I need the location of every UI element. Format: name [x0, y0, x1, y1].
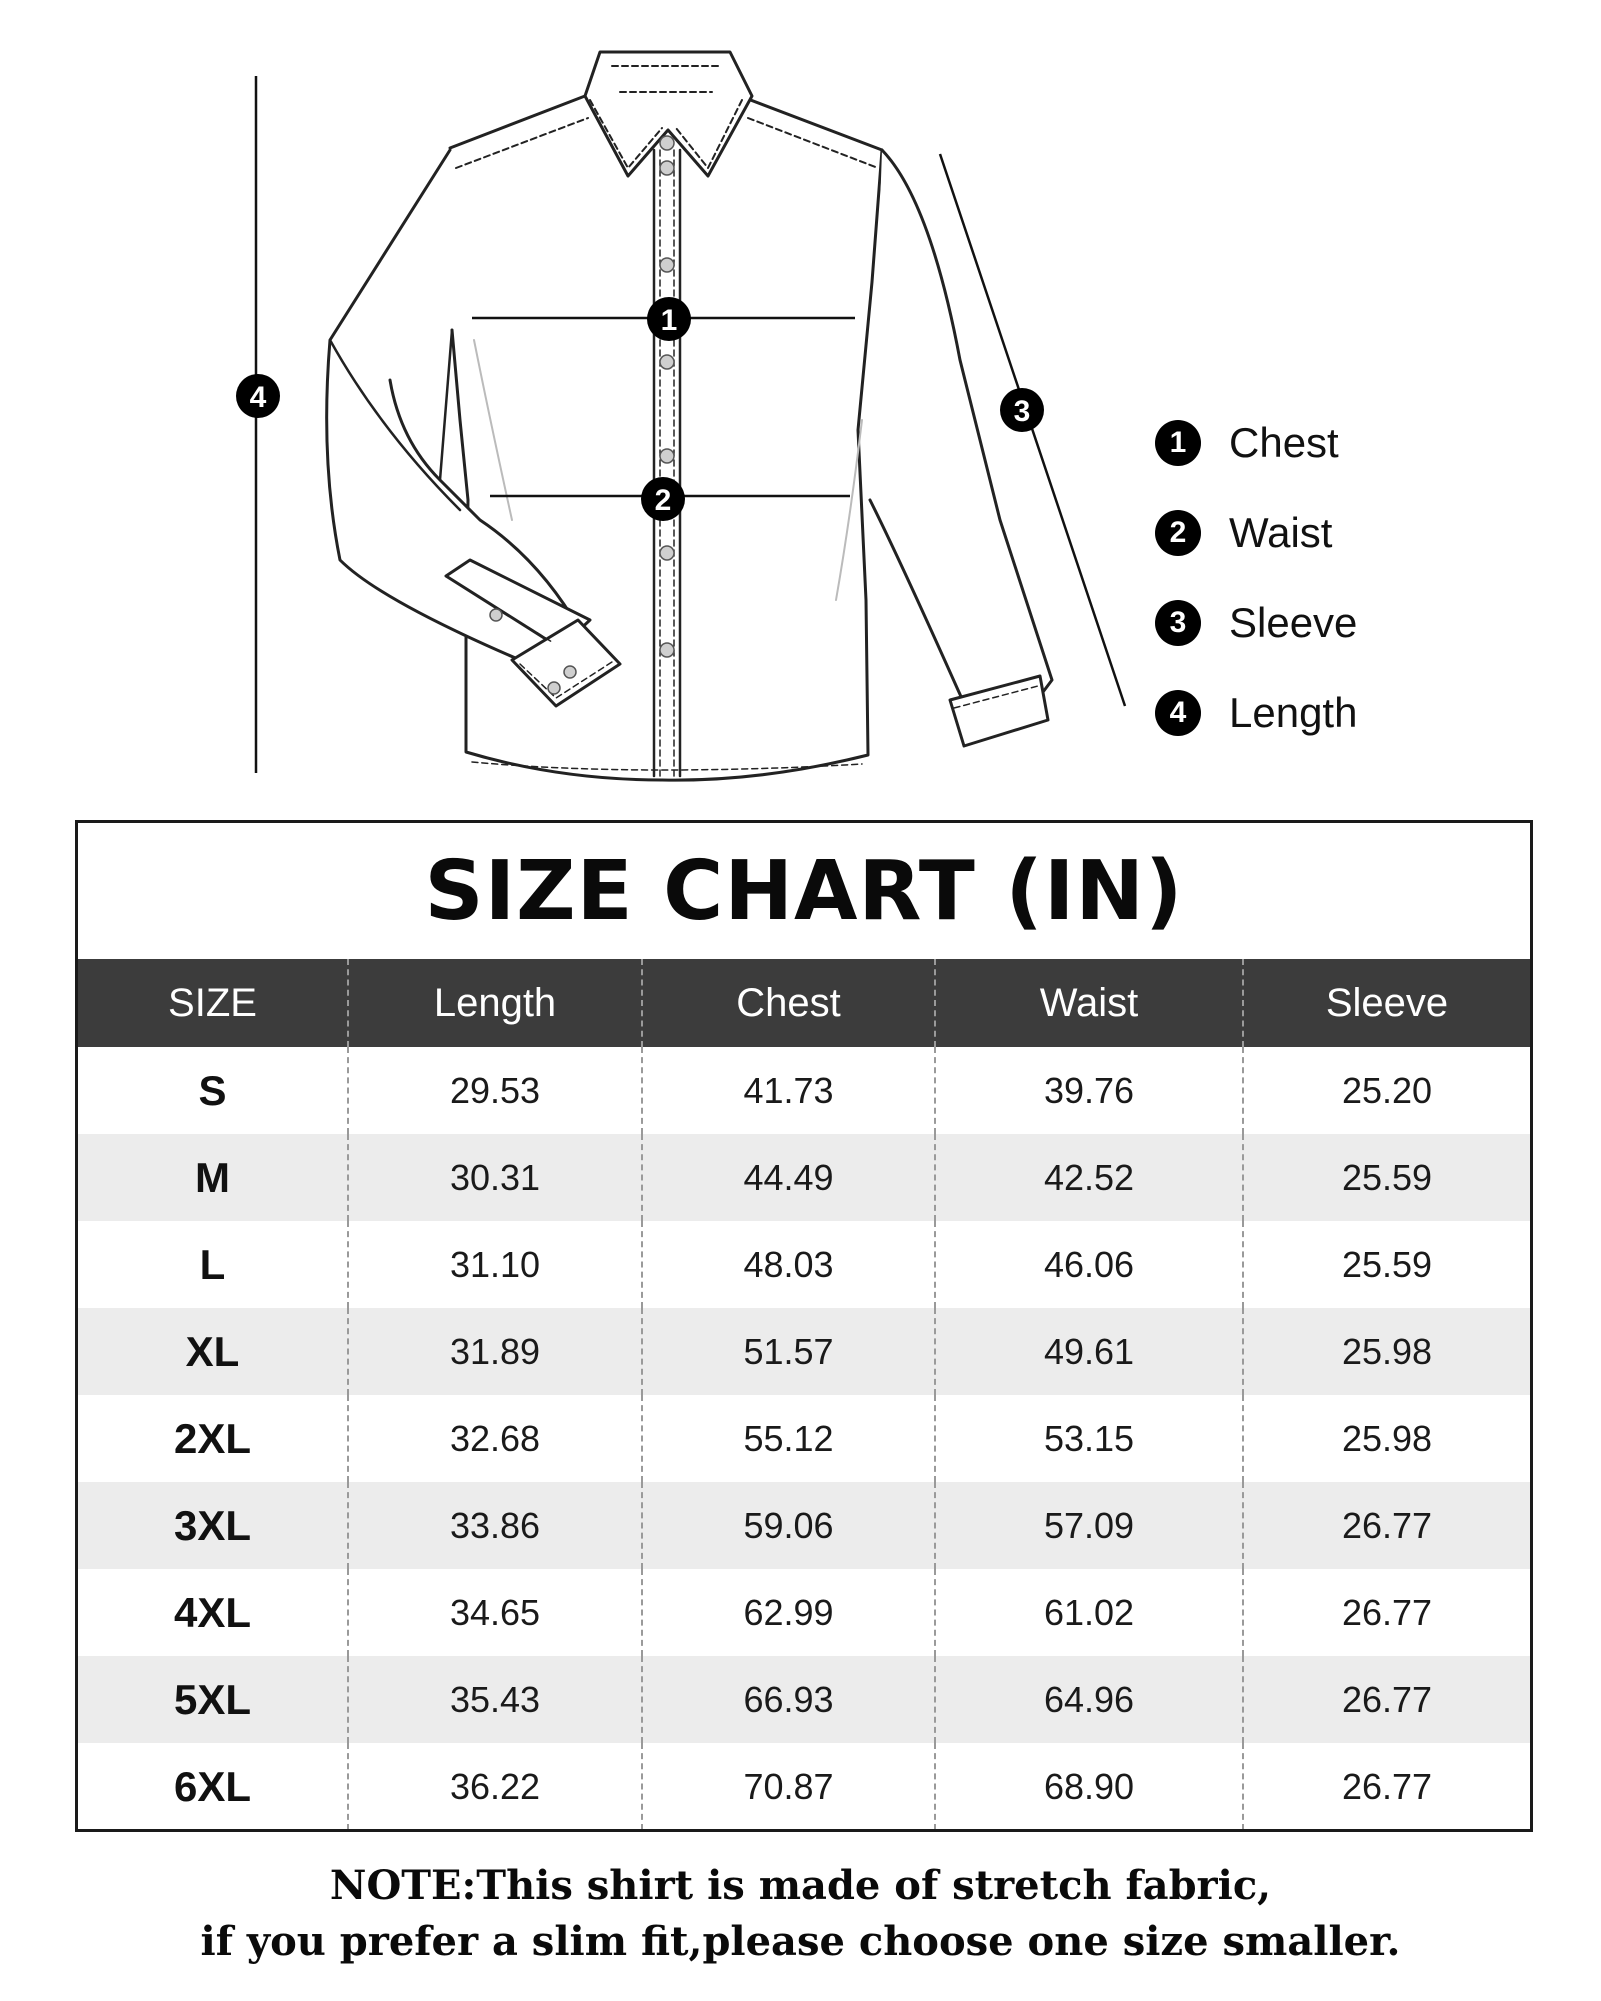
waist-cell: 49.61 — [935, 1308, 1243, 1395]
legend-item-sleeve — [1155, 578, 1455, 668]
chest-cell: 59.06 — [642, 1482, 935, 1569]
table-row — [78, 1221, 1530, 1308]
legend-label: Length — [1229, 689, 1358, 736]
number-badge-icon: 4 — [1155, 690, 1201, 736]
length-cell: 36.22 — [348, 1743, 642, 1830]
svg-text:1: 1 — [660, 304, 678, 337]
table-row — [78, 1569, 1530, 1656]
waist-cell: 53.15 — [935, 1395, 1243, 1482]
size-cell: 3XL — [78, 1482, 348, 1569]
table-row — [78, 1656, 1530, 1743]
svg-text:3: 3 — [1013, 395, 1031, 428]
table-row — [78, 1134, 1530, 1221]
column-header-waist: Waist — [935, 959, 1243, 1047]
sleeve-cell: 26.77 — [1243, 1656, 1530, 1743]
marker-sleeve-icon — [1000, 388, 1044, 432]
sleeve-cell: 25.59 — [1243, 1134, 1530, 1221]
length-cell: 31.89 — [348, 1308, 642, 1395]
column-header-size: SIZE — [78, 959, 348, 1047]
waist-cell: 61.02 — [935, 1569, 1243, 1656]
svg-text:2: 2 — [654, 484, 672, 517]
legend-item-length — [1155, 668, 1455, 758]
waist-cell: 64.96 — [935, 1656, 1243, 1743]
waist-cell: 42.52 — [935, 1134, 1243, 1221]
table-row — [78, 1047, 1530, 1134]
length-cell: 35.43 — [348, 1656, 642, 1743]
chest-cell: 55.12 — [642, 1395, 935, 1482]
length-cell: 34.65 — [348, 1569, 642, 1656]
chest-cell: 44.49 — [642, 1134, 935, 1221]
column-header-sleeve: Sleeve — [1243, 959, 1530, 1047]
note-line-2: if you prefer a slim fit,please choose one size smaller. — [200, 1918, 1401, 1965]
chest-cell: 41.73 — [642, 1047, 935, 1134]
length-cell: 33.86 — [348, 1482, 642, 1569]
size-cell: 6XL — [173, 1762, 252, 1810]
legend-item-chest — [1155, 398, 1455, 488]
size-cell: L — [199, 1240, 226, 1288]
legend-item-waist — [1155, 488, 1455, 578]
sleeve-cell: 25.20 — [1243, 1047, 1530, 1134]
sleeve-cell: 26.77 — [1243, 1743, 1530, 1830]
column-header-chest: Chest — [642, 959, 935, 1047]
size-chart-title: SIZE CHART (IN) — [424, 843, 1184, 939]
chest-cell: 70.87 — [642, 1743, 935, 1830]
length-cell: 32.68 — [348, 1395, 642, 1482]
table-row — [78, 1482, 1530, 1569]
sleeve-cell: 26.77 — [1243, 1569, 1530, 1656]
chest-cell: 62.99 — [642, 1569, 935, 1656]
size-cell: 4XL — [173, 1588, 252, 1636]
length-cell: 31.10 — [348, 1221, 642, 1308]
number-badge-icon: 2 — [1155, 510, 1201, 556]
column-header-length: Length — [348, 959, 642, 1047]
marker-length-icon — [236, 374, 280, 418]
note-line-1: NOTE:This shirt is made of stretch fabric, — [329, 1862, 1272, 1909]
size-cell: 2XL — [173, 1414, 252, 1462]
waist-cell: 46.06 — [935, 1221, 1243, 1308]
number-badge-icon: 1 — [1155, 420, 1201, 466]
table-row — [78, 1308, 1530, 1395]
table-header-row — [78, 959, 1530, 1047]
marker-waist-icon — [641, 477, 685, 521]
measurement-legend — [1155, 398, 1455, 758]
size-cell: XL — [78, 1308, 348, 1395]
chest-cell: 66.93 — [642, 1656, 935, 1743]
waist-cell: 57.09 — [935, 1482, 1243, 1569]
table-row — [78, 1743, 1530, 1830]
waist-cell: 68.90 — [935, 1743, 1243, 1830]
svg-text:4: 4 — [249, 381, 267, 414]
chest-cell: 48.03 — [642, 1221, 935, 1308]
size-cell: M — [78, 1134, 348, 1221]
legend-label: Sleeve — [1229, 599, 1358, 646]
table-row — [78, 1395, 1530, 1482]
legend-label: Waist — [1229, 509, 1333, 556]
fit-note — [0, 1858, 1601, 1970]
sleeve-cell: 25.59 — [1243, 1221, 1530, 1308]
sleeve-cell: 25.98 — [1243, 1395, 1530, 1482]
legend-label: Chest — [1229, 419, 1339, 466]
length-cell: 30.31 — [348, 1134, 642, 1221]
size-cell: S — [198, 1066, 227, 1114]
marker-chest-icon — [647, 297, 691, 341]
number-badge-icon: 3 — [1155, 600, 1201, 646]
length-cell: 29.53 — [348, 1047, 642, 1134]
size-cell: 5XL — [78, 1656, 348, 1743]
waist-cell: 39.76 — [935, 1047, 1243, 1134]
size-chart — [75, 820, 1533, 1832]
size-table — [78, 959, 1530, 1830]
chest-cell: 51.57 — [642, 1308, 935, 1395]
sleeve-cell: 25.98 — [1243, 1308, 1530, 1395]
sleeve-cell: 26.77 — [1243, 1482, 1530, 1569]
